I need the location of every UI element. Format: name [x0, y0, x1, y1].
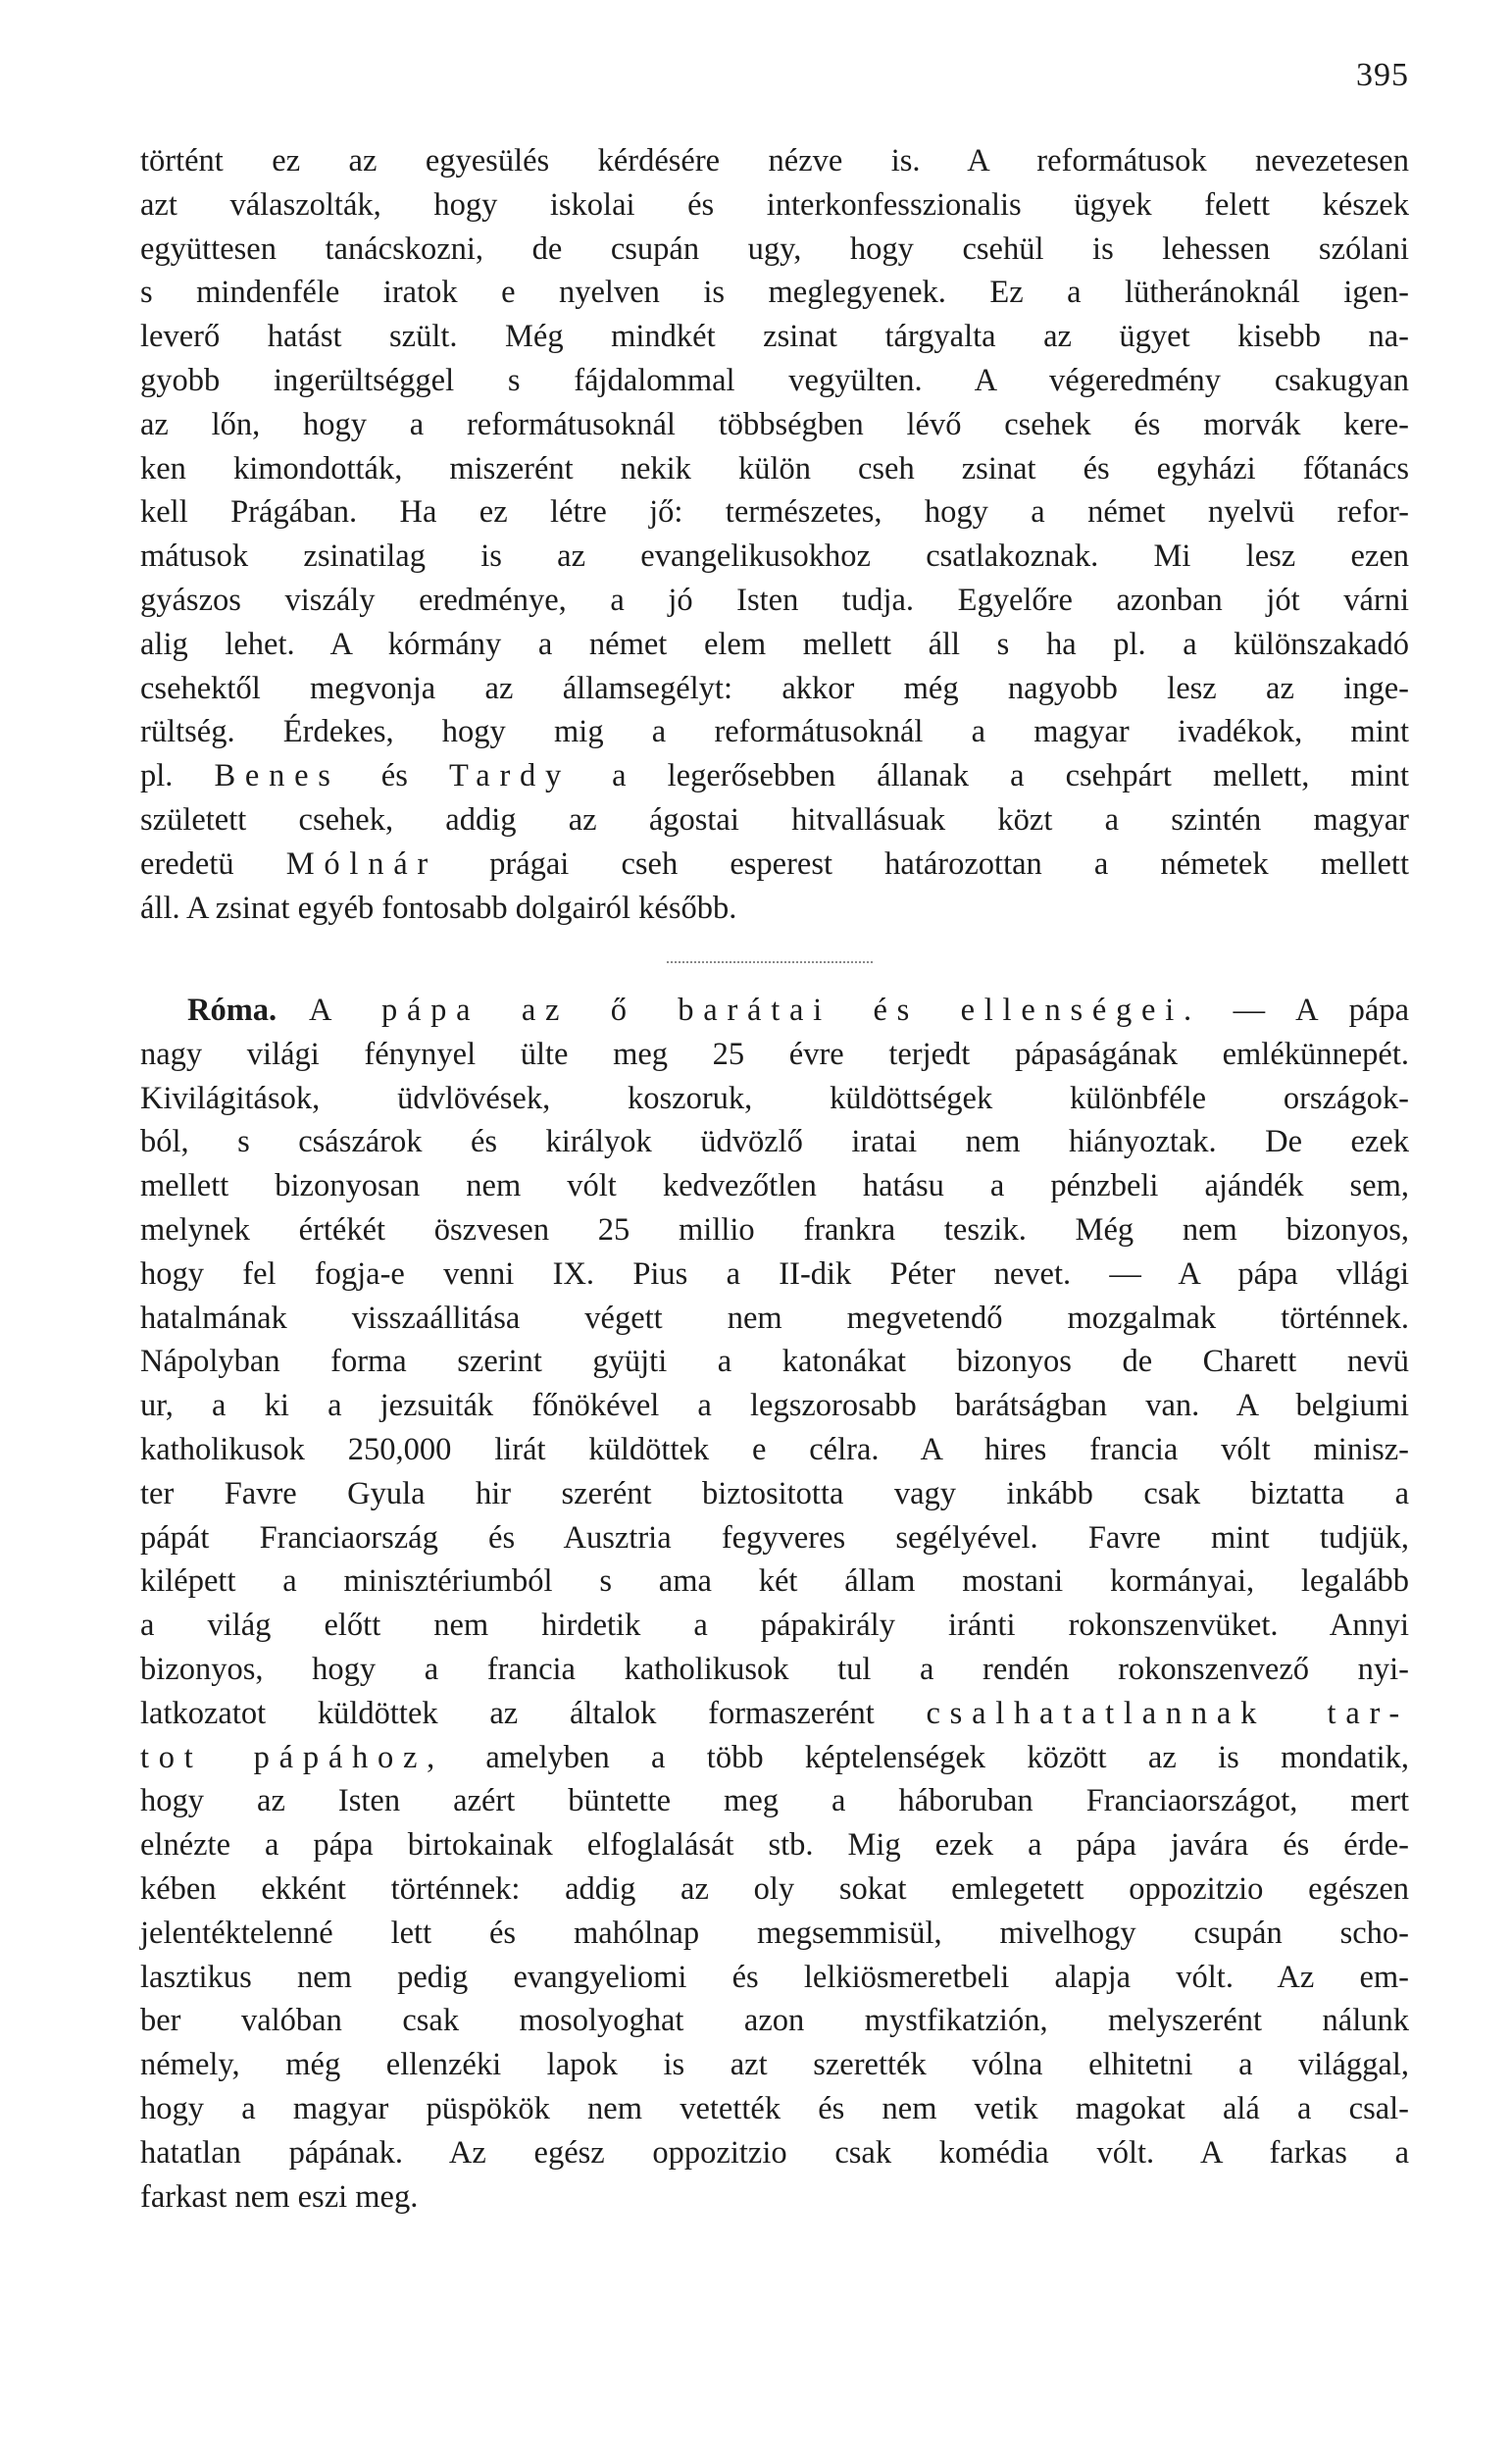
text-line: csehektől megvonja az államsegélyt: akkor még nagyobb lesz az inge-: [140, 670, 1409, 706]
section-subtitle: A pápa az ő barátai és ellenségei.: [308, 993, 1201, 1028]
text-segment: — A pápa: [1200, 993, 1410, 1028]
text-line: ter Favre Gyula hir szerént biztositotta vagy inkább csak biztatta a: [140, 1475, 1409, 1511]
text-line: az lőn, hogy a reformátusoknál többségben lévő csehek és morvák kere-: [140, 406, 1409, 442]
person-name: Benes: [214, 758, 340, 794]
text-line: jelentéktelenné lett és mahólnap megsemmisül, mivelhogy csupán scho-: [140, 1915, 1409, 1951]
section-roma: [140, 989, 1409, 2219]
text-line: s mindenféle iratok e nyelven is meglegyenek. Ez a lütheránoknál igen-: [140, 275, 1409, 311]
text-segment: és: [339, 758, 449, 794]
text-line: [140, 754, 1409, 798]
text-line: bizonyos, hogy a francia katholikusok tul a rendén rokonszenvező nyi-: [140, 1651, 1409, 1687]
text-line: gyászos viszály eredménye, a jó Isten tudja. Egyelőre azonban jót várni: [140, 582, 1409, 618]
text-line: pápát Franciaország és Ausztria fegyveres segélyével. Favre mint tudjük,: [140, 1519, 1409, 1556]
text-segment: eredetü: [140, 845, 286, 882]
text-line: [140, 1736, 1409, 1780]
text-line: [140, 1692, 1409, 1736]
text-line: némely, még ellenzéki lapok is azt szerették vólna elhitetni a világgal,: [140, 2047, 1409, 2083]
person-name: Mólnár: [285, 845, 437, 882]
text-line: elnézte a pápa birtokainak elfoglalását stb. Mig ezek a pápa javára és érde-: [140, 1827, 1409, 1864]
text-segment: pl.: [140, 758, 215, 794]
text-line: kell Prágában. Ha ez létre jő: természetes, hogy a német nyelvü refor-: [140, 494, 1409, 531]
text-line: azt válaszolták, hogy iskolai és interkonfesszionalis ügyek felett készek: [140, 186, 1409, 223]
text-line: született csehek, addig az ágostai hitvallásuak közt a szintén magyar: [140, 801, 1409, 838]
text-line: ból, s császárok és királyok üdvözlő iratai nem hiányoztak. De ezek: [140, 1124, 1409, 1160]
text-line: hogy fel fogja-e venni IX. Pius a II-dik Péter nevet. — A pápa vllági: [140, 1255, 1409, 1292]
text-segment: amelyben a több képtelenségek között az is mondatik,: [444, 1739, 1409, 1775]
text-line: mátusok zsinatilag is az evangelikusokhoz csatlakoznak. Mi lesz ezen: [140, 538, 1409, 575]
text-line: farkast nem eszi meg.: [140, 2178, 419, 2215]
text-line: katholikusok 250,000 lirát küldöttek e célra. A hires francia vólt minisz-: [140, 1431, 1409, 1467]
text-line: melynek értékét öszvesen 25 millio frankra teszik. Még nem bizonyos,: [140, 1211, 1409, 1248]
person-name: Tardy: [448, 758, 572, 794]
text-line: gyobb ingerültséggel s fájdalommal vegyülten. A végeredmény csakugyan: [140, 362, 1409, 398]
text-line: rültség. Érdekes, hogy mig a reformátusoknál a magyar ivadékok, mint: [140, 714, 1409, 750]
text-line: mellett bizonyosan nem vólt kedvezőtlen hatásu a pénzbeli ajándék sem,: [140, 1168, 1409, 1204]
emphasized-text: tot pápához,: [140, 1739, 445, 1775]
text-line: áll. A zsinat egyéb fontosabb dolgairól később.: [140, 890, 737, 926]
text-line: hogy az Isten azért büntette meg a háboruban Franciaországot, mert: [140, 1783, 1409, 1819]
text-line: történt ez az egyesülés kérdésére nézve is. A reformátusok nevezetesen: [140, 143, 1409, 179]
text-line: Kivilágitások, üdvlövések, koszoruk, küldöttségek különbféle országok-: [140, 1080, 1409, 1116]
text-line: [140, 843, 1409, 887]
text-line: [140, 989, 1409, 1033]
text-segment: latkozatot küldöttek az általok formaszerént: [140, 1695, 927, 1731]
text-line: hogy a magyar püspökök nem vetették és nem vetik magokat alá a csal-: [140, 2090, 1409, 2126]
text-line: alig lehet. A kórmány a német elem mellett áll s ha pl. a különszakadó: [140, 626, 1409, 662]
text-line: leverő hatást szült. Még mindkét zsinat tárgyalta az ügyet kisebb na-: [140, 319, 1409, 355]
section-heading: Róma.: [187, 993, 277, 1028]
text-line: kében ekként történnek: addig az oly sokat emlegetett oppozitzio egészen: [140, 1870, 1409, 1907]
text-line: lasztikus nem pedig evangyeliomi és lelkiösmeretbeli alapja vólt. Az em-: [140, 1959, 1409, 1995]
text-line: kilépett a minisztériumból s ama két állam mostani kormányai, legalább: [140, 1563, 1409, 1600]
text-line: együttesen tanácskozni, de csupán ugy, hogy csehül is lehessen szólani: [140, 230, 1409, 267]
text-segment: prágai cseh esperest határozottan a németek mellett: [436, 845, 1409, 882]
page-number: 395: [1356, 57, 1409, 93]
text-line: ber valóban csak mosolyoghat azon mystfikatzión, melyszerént nálunk: [140, 2003, 1409, 2039]
text-line: hatatlan pápának. Az egész oppozitzio csak komédia vólt. A farkas a: [140, 2134, 1409, 2171]
text-line: ur, a ki a jezsuiták főnökével a legszorosabb barátságban van. A belgiumi: [140, 1388, 1409, 1424]
text-segment: a legerősebben állanak a csehpárt mellett, mint: [571, 758, 1410, 794]
emphasized-text: csalhatatlannak tar-: [926, 1695, 1409, 1731]
text-line: Nápolyban forma szerint gyüjti a katonákat bizonyos de Charett nevü: [140, 1344, 1409, 1380]
text-line: a világ előtt nem hirdetik a pápakirály iránti rokonszenvüket. Annyi: [140, 1608, 1409, 1644]
text-line: nagy világi fénynyel ülte meg 25 évre terjedt pápaságának emlékünnepét.: [140, 1036, 1409, 1072]
section-church-union: [140, 139, 1409, 930]
section-divider: [667, 961, 873, 963]
text-line: hatalmának visszaállitása végett nem megvetendő mozgalmak történnek.: [140, 1300, 1409, 1336]
text-line: ken kimondották, miszerént nekik külön cseh zsinat és egyházi főtanács: [140, 450, 1409, 486]
